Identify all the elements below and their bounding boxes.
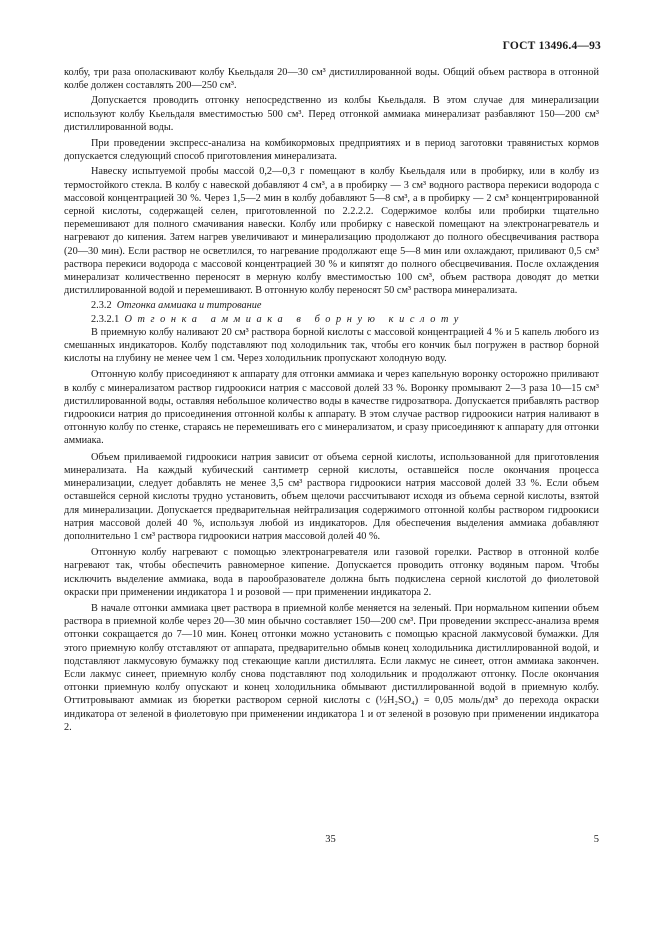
paragraph: Навеску испытуемой пробы массой 0,2—0,3 г помещают в колбу Кьельдаля или в пробирку, или в колбу из термостойкого стекла. В колбу с навеской добавляют 4 см³, а в пробирку — 3 см³ водного раствора перекиси водорода с массовой концентрацией 30 %. Через 1,5—2 мин в колбу добавляют 5—8 см³, а в пробирку — 2 см³ концентрированной серной кислоты, содержащей селен, приготовленной по 2.2.2.2. Содержимое колбы или пробирки тщательно перемешивают для полного смачивания навески. Колбу или пробирку с навеской помещают на электронагреватель и нагревают до кипения. Затем нагрев увеличивают и минерализацию продолжают до полного обесцвечивания раствора (20—30 мин). Если раствор не осветлился, то нагревание продолжают еще 5—8 мин или охлаждают, приливают 0,5 см³ раствора перекиси водорода с массовой концентрацией 30 % и кипятят до полного обесцвечивания. После охлаждения минерализат количественно переносят в мерную колбу вместимостью 100 см³, объем раствора доводят до метки дистиллированной водой и перемешивают. В отгонную колбу переносят 50 см³ раствора минерализата. <box>64 166 599 297</box>
section-heading-2-3-2-1 <box>64 313 599 326</box>
section-number: 2.3.2 <box>91 300 112 312</box>
section-title: Отгонка аммиака в борную кислоту <box>124 313 464 325</box>
paragraph: Объем приливаемой гидроокиси натрия зависит от объема серной кислоты, использованной для приготовления минерализата. На каждый кубический сантиметр серной кислоты, оставшейся после окончания процесса минерализации, следует добавлять не менее 3,5 см³ раствора гидроокиси натрия массовой долей 33 %. Если объем оставшейся серной кислоты трудно установить, объем щелочи рассчитывают исходя из объема серной кислоты, взятой для минерализации. Допускается предварительная нейтрализация содержимого отгонной колбы раствором гидроокиси натрия массовой долей 40 %, используя любой из индикаторов. Для обеспечения выделения аммиака добавляют дополнительно 1 см³ раствора гидроокиси натрия массовой долей 40 %. <box>64 451 599 542</box>
paragraph: Допускается проводить отгонку непосредственно из колбы Кьельдаля. В этом случае для минерализации используют колбу Кьельдаля вместимостью 500 см³. Перед отгонкой аммиака минерализат разбавляют 150—200 см³ дистиллированной воды. <box>64 95 599 133</box>
paragraph: При проведении экспресс-анализа на комбикормовых предприятиях и в период заготовки травянистых кормов допускается следующий способ приготовления минерализата. <box>64 138 599 163</box>
section-number: 2.3.2.1 <box>91 313 120 325</box>
paragraph: Отгонную колбу присоединяют к аппарату для отгонки аммиака и через капельную воронку осторожно приливают в колбу с минерализатом раствор гидроокиси натрия с массовой долей 33 %. Воронку промывают 2—3 раза 10—15 см³ дистиллированной воды, оставляя небольшое количество воды в качестве гидрозатвора. Допускается прибавлять раствор гидроокиси натрия до присоединения отгонной колбы к аппарату. В этом случае раствор гидроокиси натрия наливают в отгонную колбу по стенке, стараясь не перемешивать его с минерализатом, и сразу присоединяют к аппарату для отгонки аммиака. <box>64 369 599 447</box>
paragraph: В приемную колбу наливают 20 см³ раствора борной кислоты с массовой концентрацией 4 % и 5 капель любого из смешанных индикаторов. Колбу подставляют под холодильник так, чтобы его кончик был погружен в раствор борной кислоты на глубину не менее чем 1 см. Через холодильник пропускают холодную воду. <box>64 326 599 365</box>
issue-number: 5 <box>593 834 599 845</box>
section-heading-2-3-2 <box>64 299 599 312</box>
document-body <box>64 66 599 736</box>
paragraph: Отгонную колбу нагревают с помощью электронагревателя или газовой горелки. Раствор в отгонной колбе нагревают так, чтобы обеспечить равномерное кипение. Допускается проводить отгонку водяным паром. Чтобы исключить выделение аммиака, вода в парообразователе должна быть подкислена серной кислотой до фиолетовой окраски при применении индикатора 1 и розовой — при применении индикатора 2. <box>64 547 599 598</box>
document-header: ГОСТ 13496.4—93 <box>502 40 601 52</box>
paragraph: колбу, три раза ополаскивают колбу Кьельдаля 20—30 см³ дистиллированной воды. Общий объем раствора в отгонной колбе должен составлять 200—250 см³. <box>64 67 599 92</box>
paragraph: В начале отгонки аммиака цвет раствора в приемной колбе меняется на зеленый. При нормальном кипении объем раствора в приемной колбе через 20—30 мин обычно составляет 150—200 см³. При проведении экспресс-анализа время отгонки сокращается до 7—10 мин. Конец отгонки можно установить с помощью красной лакмусовой бумажки. Для этого приемную колбу отставляют от аппарата, предварительно обмыв конец холодильника дистиллированной водой, и подставляют лакмусовую бумажку под стекающие капли дистиллята. Если лакмус не синеет, отгон аммиака закончен. Если лакмус синеет, приемную колбу снова подставляют под холодильник и продолжают отгонку. После окончания отгонки приемную колбу опускают и конец холодильника обмывают дистиллированной водой в приемную колбу. Оттитровывают аммиак из бюретки раствором серной кислоты c (½H₂SO₄) = 0,05 моль/дм³ до перехода окраски индикатора от зеленой в фиолетовую при применении индикатора 1 и от зеленой в розовую при применении индикатора 2. <box>64 602 599 733</box>
section-title: Отгонка аммиака и титрование <box>116 300 262 312</box>
page-number: 35 <box>325 834 336 845</box>
